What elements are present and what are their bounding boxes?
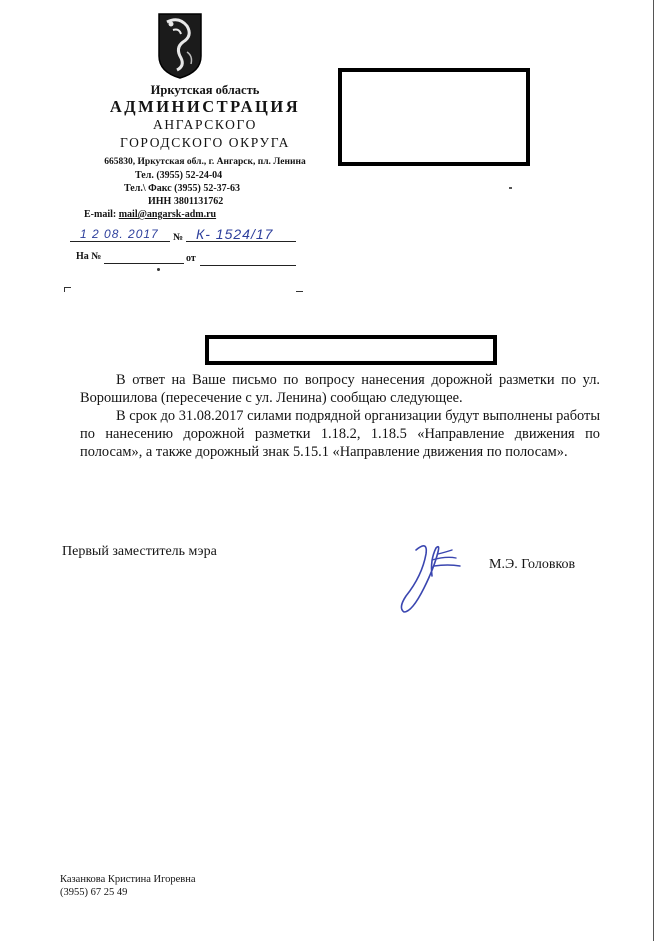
organization-address: 665830, Иркутская обл., г. Ангарск, пл. Ленина (104, 157, 306, 167)
reply-date-underline (200, 265, 296, 266)
reply-number-underline (104, 263, 184, 264)
region-name: Иркутская область (150, 83, 260, 97)
executor-phone: (3955) 67 25 49 (60, 887, 128, 898)
redacted-salutation-block (205, 335, 497, 365)
body-paragraph-2: В срок до 31.08.2017 силами подрядной организации будут выполнены работы по нанесению дорожной разметки 1.18.2, 1.18.5 «Направление движения по полосам», а также дорожный знак 5.15.1 «Направление движения по полосам». (80, 408, 600, 460)
executor-name: Казанкова Кристина Игоревна (60, 874, 196, 885)
email-line (84, 209, 304, 220)
number-sign: № (173, 232, 184, 243)
inn-line: ИНН 3801131762 (148, 196, 224, 207)
handwritten-signature-icon (394, 536, 466, 616)
number-underline (186, 241, 296, 242)
handwritten-number: К- 1524/17 (196, 226, 274, 242)
fax-line (124, 183, 344, 194)
fax-value: (3955) 52-37-63 (174, 183, 240, 194)
handwritten-date: 1 2 08. 2017 (80, 227, 159, 241)
body-paragraph-1: В ответ на Ваше письмо по вопросу нанесения дорожной разметки по ул. Ворошилова (пересечение с ул. Ленина) сообщаю следующее. (80, 372, 600, 406)
scan-edge (653, 0, 654, 941)
letter-body (80, 371, 600, 461)
corner-mark-left-vertical (64, 287, 65, 292)
email-label: E-mail: (84, 209, 117, 220)
from-label: от (186, 253, 196, 264)
coat-of-arms-icon (157, 12, 203, 80)
corner-mark-right (296, 291, 303, 292)
telephone-value: (3955) 52-24-04 (156, 170, 223, 181)
signatory-name: М.Э. Головков (489, 557, 576, 572)
redacted-addressee-block (338, 68, 530, 166)
date-underline (70, 241, 170, 242)
signatory-title: Первый заместитель мэра (62, 544, 217, 559)
organization-subtitle-1: АНГАРСКОГО (153, 117, 257, 132)
telephone-label: Тел. (135, 170, 154, 181)
reply-to-label: На № (76, 251, 102, 262)
telephone-line (135, 170, 355, 181)
organization-title: АДМИНИСТРАЦИЯ (109, 97, 301, 116)
email-link[interactable]: mail@angarsk-adm.ru (118, 209, 217, 220)
corner-mark-left (64, 287, 71, 288)
ink-dot (157, 268, 160, 271)
ink-speck (509, 187, 512, 189)
organization-subtitle-2: ГОРОДСКОГО ОКРУГА (120, 135, 290, 150)
fax-label: Тел.\ Факс (124, 183, 172, 194)
